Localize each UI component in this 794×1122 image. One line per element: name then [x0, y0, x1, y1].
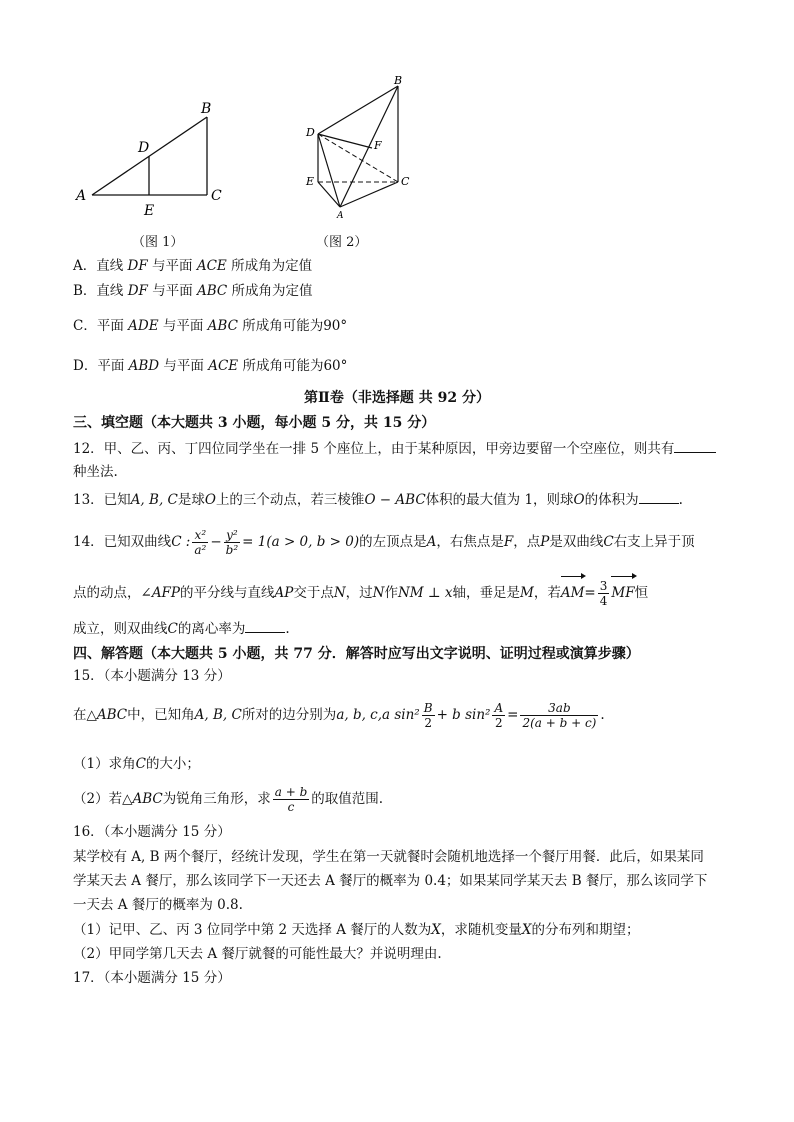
- fig1-label-c: C: [211, 188, 222, 204]
- q15-part2: （2）若△ABC为锐角三角形，求 $\frac{a + b}{c}$ 的取值范围.: [73, 785, 384, 814]
- fig2-caption: （图 2）: [316, 235, 368, 250]
- fig2-label-e: E: [306, 175, 315, 188]
- q14-line3: 成立，则双曲线C的离心率为 .: [73, 618, 734, 639]
- q14-line2: 点的动点，∠AFP的平分线与直线AP交于点N，过N作NM ⊥ x轴，垂足是M，若AM= $\frac{3}{4}$ MF恒: [73, 579, 649, 608]
- option-a: A．直线 DF 与平面 ACE 所成角为定值: [73, 258, 313, 274]
- q12-line2: 种坐法.: [73, 464, 118, 480]
- q14-answer-blank[interactable]: [245, 618, 285, 633]
- option-c: C．平面 ADE 与平面 ABC 所成角可能为90°: [73, 318, 348, 334]
- q13-answer-blank[interactable]: [639, 489, 679, 504]
- fig2-label-a: A: [337, 211, 344, 221]
- figure-2-solid: [298, 72, 418, 222]
- fig1-caption: （图 1）: [132, 235, 184, 250]
- q15-part1: （1）求角C的大小；: [73, 756, 200, 772]
- fig2-label-f: F: [374, 139, 382, 152]
- fig1-label-b: B: [201, 101, 212, 117]
- fig1-label-d: D: [138, 140, 150, 156]
- part2-title: 第Ⅱ卷（非选择题 共 92 分）: [304, 390, 490, 406]
- option-d: D．平面 ABD 与平面 ACE 所成角可能为60°: [73, 358, 348, 374]
- figure-1-triangle: [70, 95, 240, 225]
- fig1-label-a: A: [76, 188, 87, 204]
- fig2-label-b: B: [394, 74, 403, 87]
- fig2-label-c: C: [401, 175, 410, 188]
- q16-part2: （2）甲同学第几天去 A 餐厅就餐的可能性最大？并说明理由.: [73, 946, 442, 962]
- q16-line2: 学某天去 A 餐厅，那么该同学下一天还去 A 餐厅的概率为 0.4；如果某同学某天去 B 餐厅，那么该同学下: [73, 873, 708, 889]
- q16-head: 16．（本小题满分 15 分）: [73, 824, 231, 840]
- q15-head: 15．（本小题满分 13 分）: [73, 668, 231, 684]
- q16-line3: 一天去 A 餐厅的概率为 0.8.: [73, 897, 243, 913]
- q16-part1: （1）记甲、乙、丙 3 位同学中第 2 天选择 A 餐厅的人数为X，求随机变量X的分布列和期望；: [73, 922, 640, 938]
- fig1-label-e: E: [144, 203, 155, 219]
- q16-line1: 某学校有 A, B 两个餐厅，经统计发现，学生在第一天就餐时会随机地选择一个餐厅用餐．此后，如果某同: [73, 849, 704, 865]
- q12-answer-blank[interactable]: [674, 438, 716, 453]
- option-b: B．直线 DF 与平面 ABC 所成角为定值: [73, 283, 313, 299]
- fig2-label-d: D: [306, 126, 315, 139]
- q12-line1: 12．甲、乙、丙、丁四位同学坐在一排 5 个座位上，由于某种原因，甲旁边要留一个空座位，则共有: [73, 438, 734, 459]
- q17-head: 17．（本小题满分 15 分）: [73, 970, 231, 986]
- section3-title: 三、填空题（本大题共 3 小题，每小题 5 分，共 15 分）: [73, 415, 436, 431]
- q15-main: 在△ABC中，已知角A, B, C所对的边分别为a, b, c,a sin² $\frac{B}{2}$ + b sin² $\frac{A}{2}$ = $\frac{3ab}{2(a + b + c)}$ .: [73, 701, 605, 730]
- q13: 13．已知A, B, C是球O上的三个动点，若三棱锥O − ABC体积的最大值为 1，则球O的体积为 .: [73, 489, 734, 510]
- section4-title: 四、解答题（本大题共 5 小题，共 77 分．解答时应写出文字说明、证明过程或演算步骤）: [73, 646, 640, 662]
- q14-line1: 14．已知双曲线C : $\frac{\text{x²}}{\text{a²}}$ − $\frac{\text{y²}}{\text{b²}}$ = 1(a > 0, b > 0)的左顶点是A，右焦点是F，点P是双曲线C右支上异于顶: [73, 528, 695, 557]
